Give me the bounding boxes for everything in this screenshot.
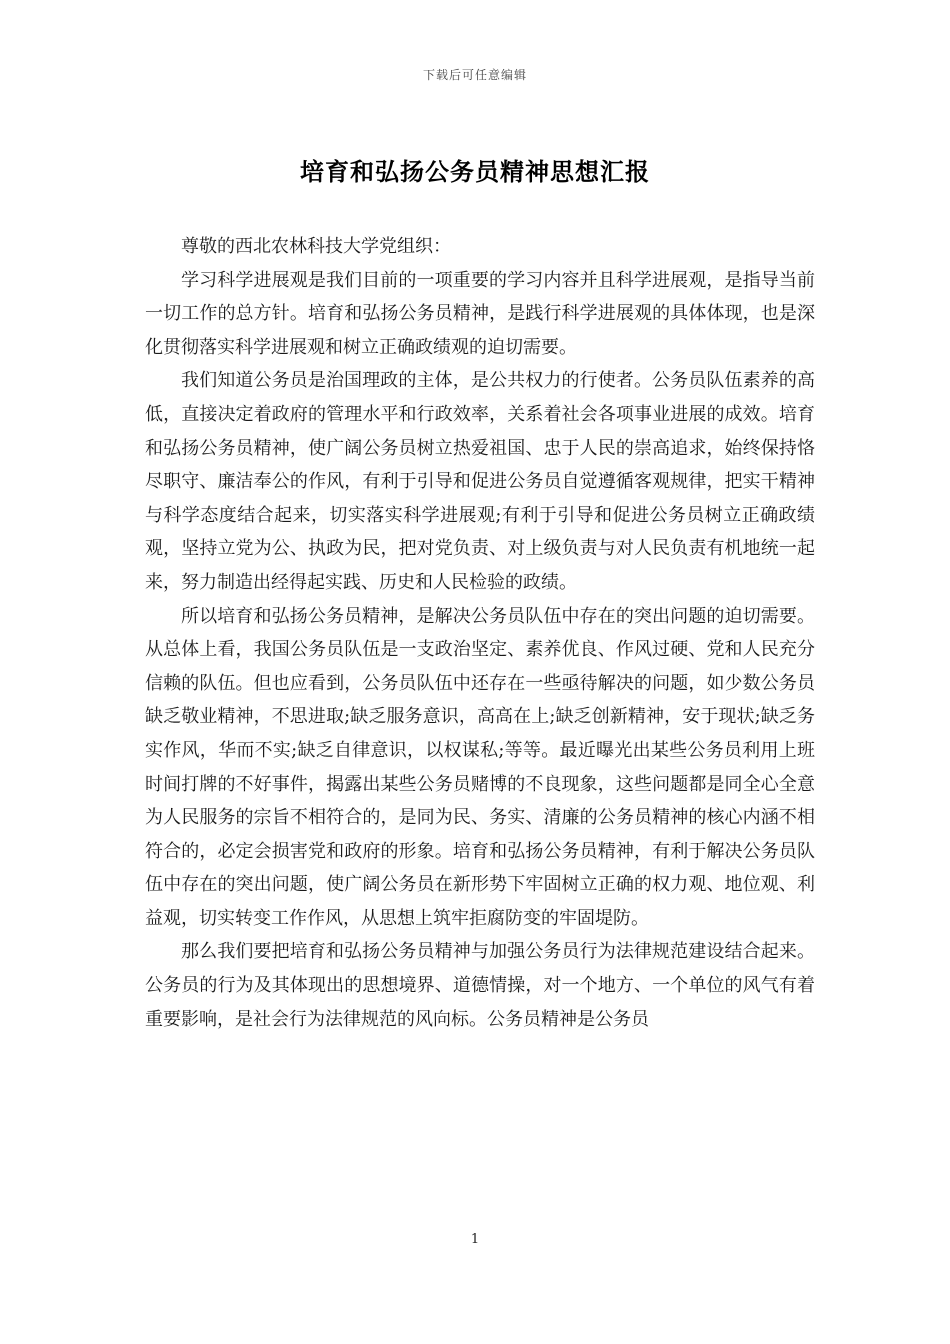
page-number: 1 <box>470 1232 480 1247</box>
paragraph-3: 所以培育和弘扬公务员精神，是解决公务员队伍中存在的突出问题的迫切需要。从总体上看，我国公务员队伍是一支政治坚定、素养优良、作风过硬、党和人民充分信赖的队伍。但也应看到，公务员队伍中还存在一些亟待解决的问题，如少数公务员缺乏敬业精神，不思进取;缺乏服务意识，高高在上;缺乏创新精神，安于现状;缺乏务实作风，华而不实;缺乏自律意识，以权谋私;等等。最近曝光出某些公务员利用上班时间打牌的不好事件，揭露出某些公务员赌博的不良现象，这些问题都是同全心全意为人民服务的宗旨不相符合的，是同为民、务实、清廉的公务员精神的核心内涵不相符合的，必定会损害党和政府的形象。培育和弘扬公务员精神，有利于解决公务员队伍中存在的突出问题，使广阔公务员在新形势下牢固树立正确的权力观、地位观、利益观，切实转变工作作风，从思想上筑牢拒腐防变的牢固堤防。 <box>145 605 815 929</box>
document-body <box>145 230 815 1036</box>
page-header: 下载后可任意编辑 <box>422 68 527 82</box>
paragraph-1: 学习科学进展观是我们目前的一项重要的学习内容并且科学进展观，是指导当前一切工作的总方针。培育和弘扬公务员精神，是践行科学进展观的具体体现，也是深化贯彻落实科学进展观和树立正确政绩观的迫切需要。 <box>145 269 815 358</box>
document-title: 培育和弘扬公务员精神思想汇报 <box>300 157 650 186</box>
paragraph-4: 那么我们要把培育和弘扬公务员精神与加强公务员行为法律规范建设结合起来。公务员的行为及其体现出的思想境界、道德情操，对一个地方、一个单位的风气有着重要影响，是社会行为法律规范的风向标。公务员精神是公务员 <box>145 941 815 1030</box>
paragraph-2: 我们知道公务员是治国理政的主体，是公共权力的行使者。公务员队伍素养的高低，直接决定着政府的管理水平和行政效率，关系着社会各项事业进展的成效。培育和弘扬公务员精神，使广阔公务员树立热爱祖国、忠于人民的崇高追求，始终保持恪尽职守、廉洁奉公的作风，有利于引导和促进公务员自觉遵循客观规律，把实干精神与科学态度结合起来，切实落实科学进展观;有利于引导和促进公务员树立正确政绩观，坚持立党为公、执政为民，把对党负责、对上级负责与对人民负责有机地统一起来，努力制造出经得起实践、历史和人民检验的政绩。 <box>145 370 815 593</box>
salutation: 尊敬的西北农林科技大学党组织： <box>181 236 451 257</box>
